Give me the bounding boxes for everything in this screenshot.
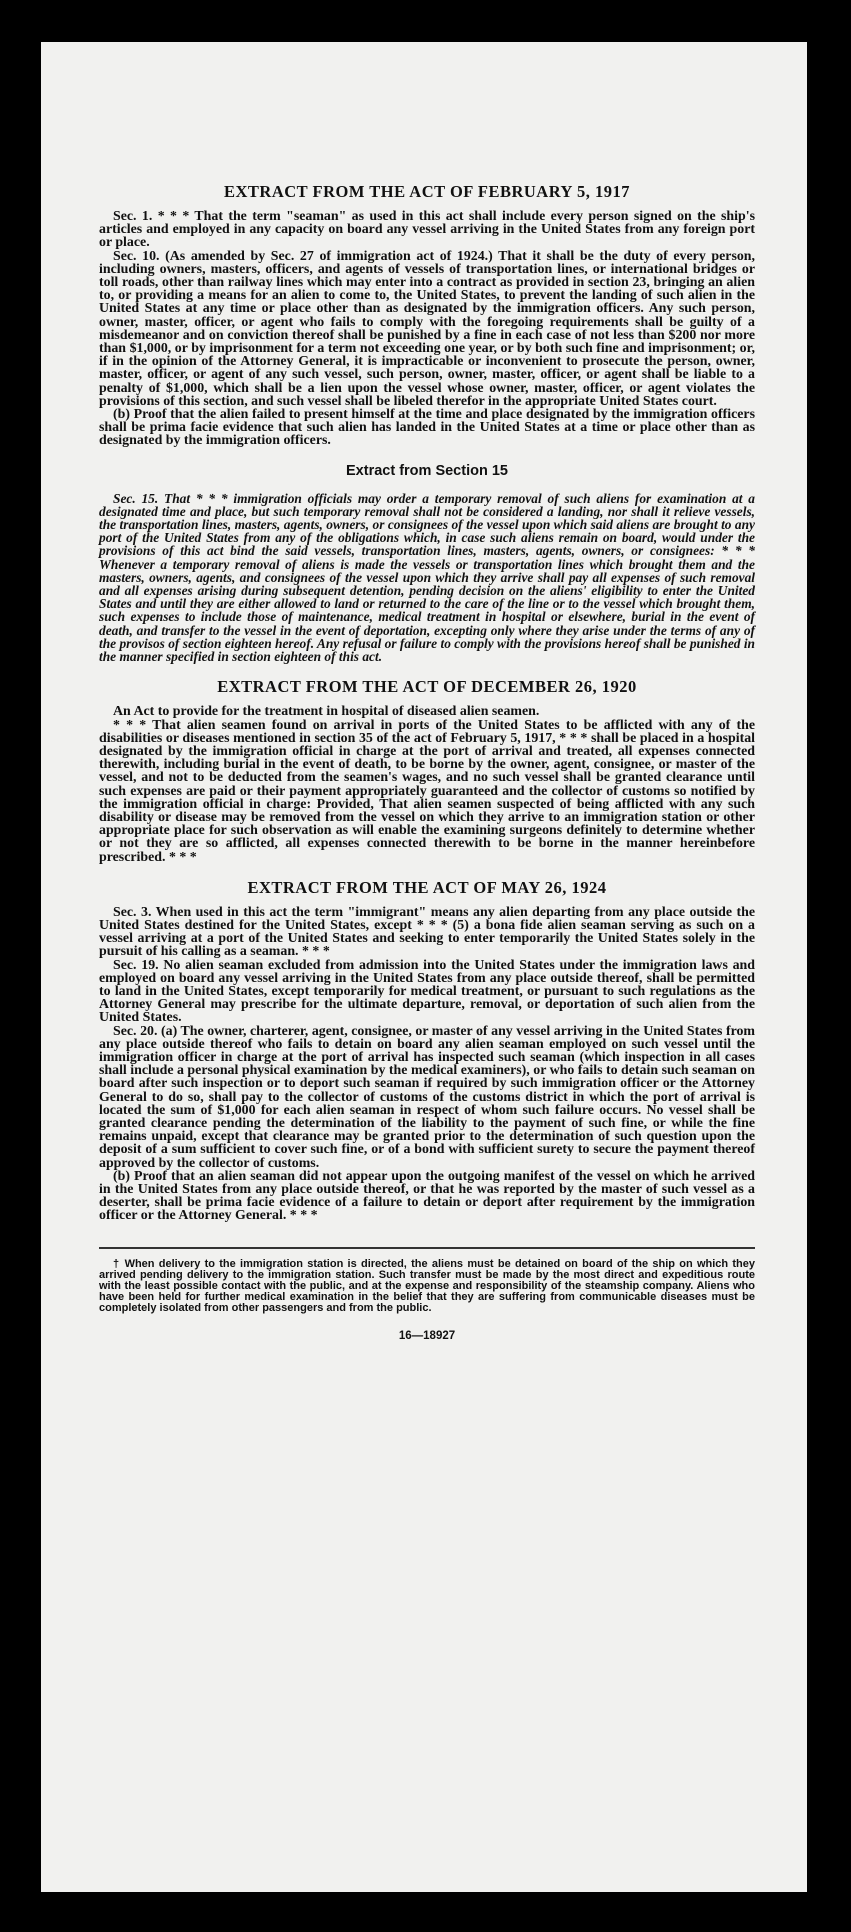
- paragraph: * * * That alien seamen found on arrival in ports of the United States to be afflicted with any of the disabilities or diseases mentioned in section 35 of the act of February 5, 1917, * * * shall be placed in a hospital designated by the immigration official in charge at the port of arrival and treated, all expenses connected therewith, including burial in the event of death, to be borne by the owner, agent, consignee, or master of the vessel, and not to be deducted from the seamen's wages, and no such vessel shall be granted clearance until such expenses are paid or their payment appropriately guaranteed and the collector of customs so notified by the immigration official in charge: Provided, That alien seamen suspected of being afflicted with any such disability or disease may be removed from the vessel on which they arrive to an immigration station or other appropriate place for such observation as will enable the examining surgeons definitely to determine whether or not they are so afflicted, all expenses connected therewith to be borne in the manner hereinbefore prescribed. * * *: [99, 717, 755, 865]
- paragraph: (b) Proof that the alien failed to present himself at the time and place designated by the immigration officers shall be prima facie evidence that such alien has landed in the United States at a time or place other than as designated by the immigration officers.: [99, 407, 755, 449]
- page-number: 16—18927: [398, 1329, 456, 1342]
- paragraph: Sec. 10. (As amended by Sec. 27 of immigration act of 1924.) That it shall be the duty of every person, including owners, masters, officers, and agents of vessels of transportation lines, or international bridges or toll roads, other than railway lines which may enter into a contract as provided in section 23, bringing an alien to, or providing a means for an alien to come to, the United States, to prevent the landing of such alien in the United States at any time or place other than as designated by the immigration officers. Any such person, owner, master, officer, or agent who fails to comply with the foregoing requirements shall be guilty of a misdemeanor and on conviction thereof shall be punished by a fine in each case of not less than $200 nor more than $1,000, or by imprisonment for a term not exceeding one year, or by both such fine and imprisonment; or, if in the opinion of the Attorney General, it is impracticable or inconvenient to prosecute the person, owner, master, officer, or agent of any such vessel, such person, owner, master, officer, or agent shall be liable to a penalty of $1,000, which shall be a lien upon the vessel whose owner, master, officer, or agent violates the provisions of this section, and such vessel shall be libeled therefor in the appropriate United States court.: [99, 248, 755, 409]
- section-act-may-1924: [99, 878, 755, 1223]
- section-extract-15: [99, 462, 755, 664]
- section-heading: EXTRACT FROM THE ACT OF FEBRUARY 5, 1917: [224, 182, 630, 201]
- paragraph: Sec. 15. That * * * immigration officials may order a temporary removal of such aliens for examination at a designated time and place, but such temporary removal shall not be considered a landing, nor shall it relieve vessels, the transportation lines, masters, agents, owners, or consignees of the vessel upon which said aliens are brought to any port of the United States from any of the obligations which, in case such aliens remain on board, would under the provisions of this act bind the said vessels, transportation lines, masters, agents, owners, or consignees: * * * Whenever a temporary removal of aliens is made the vessels or transportation lines which brought them and the masters, owners, agents, and consignees of the vessel upon which they arrive shall pay all expenses of such removal and all expenses arising during subsequent detention, pending decision on the aliens' eligibility to enter the United States and until they are either allowed to land or returned to the care of the line or to the vessel which brought them, such expenses to include those of maintenance, medical treatment in hospital or elsewhere, burial in the event of death, and transfer to the vessel in the event of deportation, excepting only where they arise under the terms of any of the provisos of section eighteen hereof. Any refusal or failure to comply with the provisions hereof shall be punished in the manner specified in section eighteen of this act.: [99, 490, 755, 665]
- section-act-dec-1920: [99, 677, 755, 863]
- footnote: [99, 1259, 755, 1314]
- section-act-feb-1917: [99, 182, 755, 448]
- paragraph: Sec. 20. (a) The owner, charterer, agent, consignee, or master of any vessel arriving in the United States from any place outside thereof who fails to detain on board any alien seaman employed on such vessel until the immigration officer in charge at the port of arrival has inspected such seaman (which inspection in all cases shall include a personal physical examination by the medical examiners), or who fails to detain such seaman on board after such inspection or to deport such seaman if required by such immigration officer or the Attorney General to do so, shall pay to the collector of customs of the customs district in which the port of arrival is located the sum of $1,000 for each alien seaman in respect of whom such failure occurs. No vessel shall be granted clearance pending the determination of the liability to the payment of such fine, or while the fine remains unpaid, except that clearance may be granted prior to the determination of such question upon the deposit of a sum sufficient to cover such fine, or of a bond with sufficient surety to secure the payment thereof approved by the collector of customs.: [99, 1023, 755, 1171]
- document-page: [41, 42, 807, 1892]
- section-heading: EXTRACT FROM THE ACT OF MAY 26, 1924: [247, 877, 607, 897]
- footnote-text: † When delivery to the immigration station is directed, the aliens must be detained on board of the ship on which they arrived pending delivery to the immigration station. Such transfer must be made by the most direct and expeditious route with the least possible contact with the public, and at the expense and responsibility of the steamship company. Aliens who have been held for further medical examination in the belief that they are suffering from communicable diseases must be completely isolated from other passengers and from the public.: [99, 1257, 755, 1314]
- section-heading: Extract from Section 15: [346, 462, 508, 479]
- paragraph: Sec. 3. When used in this act the term "immigrant" means any alien departing from any place outside the United States destined for the United States, except * * * (5) a bona fide alien seaman serving as such on a vessel arriving at a port of the United States and seeking to enter temporarily the United States solely in the pursuit of his calling as a seaman. * * *: [99, 904, 755, 960]
- paragraph: An Act to provide for the treatment in hospital of diseased alien seamen.: [113, 704, 540, 720]
- paragraph: Sec. 1. * * * That the term "seaman" as used in this act shall include every person signed on the ship's articles and employed in any capacity on board any vessel arriving in the United States from any foreign port or place.: [99, 209, 755, 251]
- paragraph: Sec. 19. No alien seaman excluded from admission into the United States under the immigration laws and employed on board any vessel arriving in the United States from any place outside thereof, shall be permitted to land in the United States, except temporarily for medical treatment, or pursuant to such regulations as the Attorney General may prescribe for the ultimate departure, removal, or deportation of such alien from the United States.: [99, 957, 755, 1026]
- paragraph: (b) Proof that an alien seaman did not appear upon the outgoing manifest of the vessel on which he arrived in the United States from any place outside thereof, or that he was reported by the master of such vessel as a deserter, shall be prima facie evidence of a failure to detain or deport after requirement by the immigration officer or the Attorney General. * * *: [99, 1168, 755, 1224]
- section-heading: EXTRACT FROM THE ACT OF DECEMBER 26, 1920: [217, 677, 637, 697]
- footnote-divider: [99, 1247, 755, 1249]
